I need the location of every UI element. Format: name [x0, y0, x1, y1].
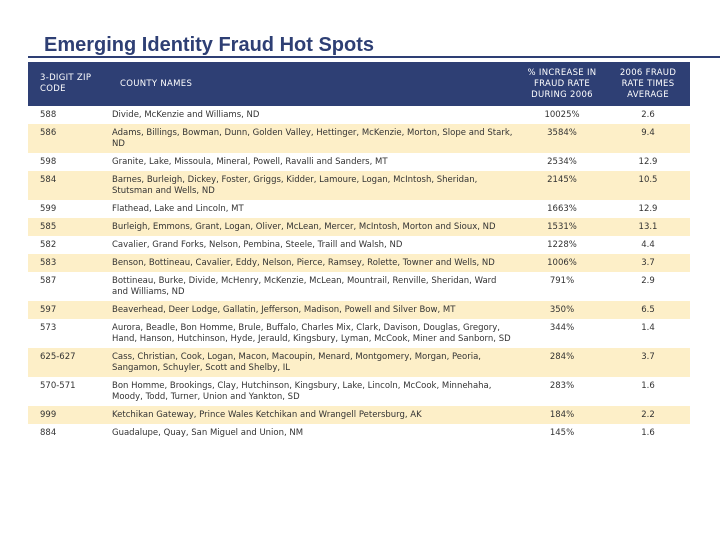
table-row	[28, 200, 690, 218]
cell-county: Guadalupe, Quay, San Miguel and Union, NM	[108, 424, 518, 442]
cell-times: 2.6	[606, 106, 690, 124]
cell-county: Aurora, Beadle, Bon Homme, Brule, Buffalo, Charles Mix, Clark, Davison, Douglas, Gregory, Hand, Hanson, Hutchinson, Hyde, Jerauld, Kingsbury, Lyman, McCook, Miner and Sanborn, SD	[108, 319, 518, 348]
cell-times: 6.5	[606, 301, 690, 319]
cell-increase: 1228%	[518, 236, 606, 254]
cell-zip: 585	[28, 218, 108, 236]
table-row	[28, 236, 690, 254]
cell-zip: 597	[28, 301, 108, 319]
cell-increase: 10025%	[518, 106, 606, 124]
cell-county: Bottineau, Burke, Divide, McHenry, McKenzie, McLean, Mountrail, Renville, Sheridan, Ward and Williams, ND	[108, 272, 518, 301]
cell-times: 1.4	[606, 319, 690, 348]
cell-county: Flathead, Lake and Lincoln, MT	[108, 200, 518, 218]
cell-increase: 791%	[518, 272, 606, 301]
cell-increase: 2534%	[518, 153, 606, 171]
cell-county: Cavalier, Grand Forks, Nelson, Pembina, Steele, Traill and Walsh, ND	[108, 236, 518, 254]
cell-county: Divide, McKenzie and Williams, ND	[108, 106, 518, 124]
cell-county: Ketchikan Gateway, Prince Wales Ketchikan and Wrangell Petersburg, AK	[108, 406, 518, 424]
table-row	[28, 348, 690, 377]
cell-county: Beaverhead, Deer Lodge, Gallatin, Jefferson, Madison, Powell and Silver Bow, MT	[108, 301, 518, 319]
table-row	[28, 254, 690, 272]
cell-zip: 584	[28, 171, 108, 200]
table-body	[28, 106, 690, 442]
cell-increase: 1006%	[518, 254, 606, 272]
fraud-hotspots-table	[28, 62, 690, 442]
page-title: Emerging Identity Fraud Hot Spots	[44, 34, 375, 56]
cell-county: Benson, Bottineau, Cavalier, Eddy, Nelson, Pierce, Ramsey, Rolette, Towner and Wells, ND	[108, 254, 518, 272]
cell-times: 1.6	[606, 424, 690, 442]
cell-zip: 573	[28, 319, 108, 348]
table-row	[28, 218, 690, 236]
table-row	[28, 124, 690, 153]
cell-zip: 598	[28, 153, 108, 171]
table-row	[28, 424, 690, 442]
cell-times: 12.9	[606, 153, 690, 171]
cell-times: 2.2	[606, 406, 690, 424]
cell-increase: 184%	[518, 406, 606, 424]
cell-zip: 586	[28, 124, 108, 153]
title-underline	[28, 56, 720, 58]
cell-county: Bon Homme, Brookings, Clay, Hutchinson, Kingsbury, Lake, Lincoln, McCook, Minnehaha, Moody, Todd, Turner, Union and Yankton, SD	[108, 377, 518, 406]
cell-zip: 582	[28, 236, 108, 254]
table-row	[28, 153, 690, 171]
cell-zip: 587	[28, 272, 108, 301]
cell-zip: 599	[28, 200, 108, 218]
cell-county: Barnes, Burleigh, Dickey, Foster, Griggs, Kidder, Lamoure, Logan, McIntosh, Sheridan, Stutsman and Wells, ND	[108, 171, 518, 200]
cell-times: 3.7	[606, 348, 690, 377]
cell-increase: 344%	[518, 319, 606, 348]
table-row	[28, 301, 690, 319]
cell-county: Granite, Lake, Missoula, Mineral, Powell, Ravalli and Sanders, MT	[108, 153, 518, 171]
table-row	[28, 106, 690, 124]
cell-county: Adams, Billings, Bowman, Dunn, Golden Valley, Hettinger, McKenzie, Morton, Slope and Stark, ND	[108, 124, 518, 153]
cell-increase: 145%	[518, 424, 606, 442]
header-times: 2006 FRAUD RATE TIMES AVERAGE	[606, 62, 690, 106]
cell-increase: 2145%	[518, 171, 606, 200]
cell-times: 9.4	[606, 124, 690, 153]
cell-times: 4.4	[606, 236, 690, 254]
table-row	[28, 377, 690, 406]
cell-increase: 3584%	[518, 124, 606, 153]
cell-times: 3.7	[606, 254, 690, 272]
cell-zip: 583	[28, 254, 108, 272]
cell-zip: 625-627	[28, 348, 108, 377]
cell-times: 10.5	[606, 171, 690, 200]
cell-increase: 350%	[518, 301, 606, 319]
cell-increase: 1531%	[518, 218, 606, 236]
header-increase: % INCREASE IN FRAUD RATE DURING 2006	[518, 62, 606, 106]
table-header	[28, 62, 690, 106]
cell-times: 13.1	[606, 218, 690, 236]
cell-increase: 284%	[518, 348, 606, 377]
cell-zip: 570-571	[28, 377, 108, 406]
cell-increase: 283%	[518, 377, 606, 406]
header-county: COUNTY NAMES	[108, 62, 518, 106]
cell-county: Cass, Christian, Cook, Logan, Macon, Macoupin, Menard, Montgomery, Morgan, Peoria, Sangamon, Schuyler, Scott and Shelby, IL	[108, 348, 518, 377]
cell-zip: 588	[28, 106, 108, 124]
table-row	[28, 319, 690, 348]
cell-times: 12.9	[606, 200, 690, 218]
cell-zip: 884	[28, 424, 108, 442]
header-zip: 3-DIGIT ZIP CODE	[28, 62, 108, 106]
cell-times: 2.9	[606, 272, 690, 301]
cell-zip: 999	[28, 406, 108, 424]
table-row	[28, 406, 690, 424]
cell-county: Burleigh, Emmons, Grant, Logan, Oliver, McLean, Mercer, McIntosh, Morton and Sioux, ND	[108, 218, 518, 236]
table-row	[28, 272, 690, 301]
cell-increase: 1663%	[518, 200, 606, 218]
table-row	[28, 171, 690, 200]
cell-times: 1.6	[606, 377, 690, 406]
